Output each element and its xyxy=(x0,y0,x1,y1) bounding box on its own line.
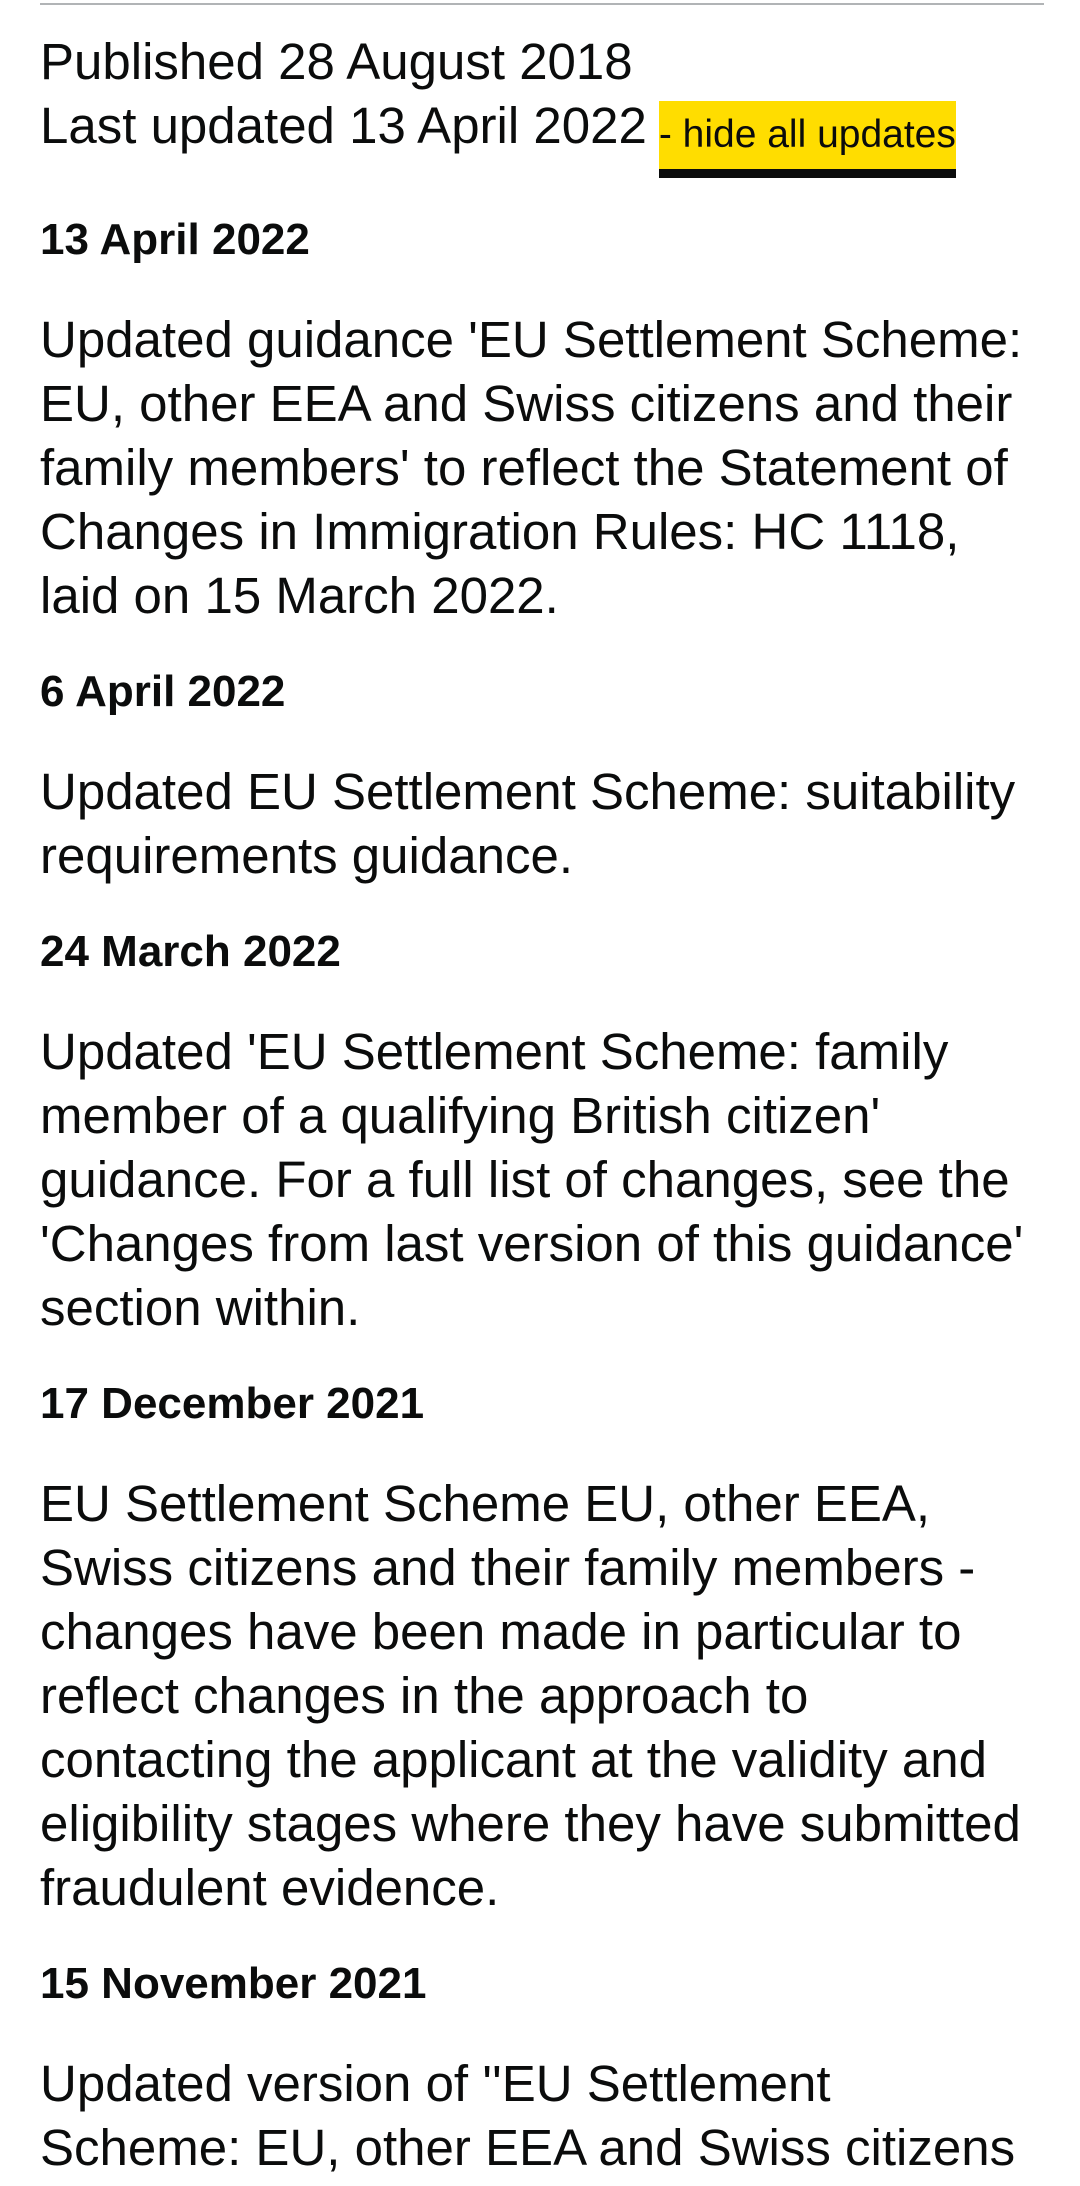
hide-all-updates-link[interactable]: - hide all updates xyxy=(659,101,956,178)
update-item xyxy=(40,660,1044,888)
update-date: 13 April 2022 xyxy=(40,215,310,264)
update-item xyxy=(40,1952,1044,2180)
update-description: Updated EU Settlement Scheme: suitability requirements guidance. xyxy=(40,763,1016,884)
update-date: 24 March 2022 xyxy=(40,927,341,976)
update-item xyxy=(40,920,1044,1340)
update-description: Updated guidance 'EU Settlement Scheme: EU, other EEA and Swiss citizens and their family members' to reflect the Statement of Changes in Immigration Rules: HC 1118, laid on 15 March 2022. xyxy=(40,311,1023,624)
top-divider xyxy=(40,3,1044,5)
update-date: 15 November 2021 xyxy=(40,1959,427,2008)
update-item xyxy=(40,208,1044,628)
update-description: EU Settlement Scheme EU, other EEA, Swiss citizens and their family members - changes have been made in particular to reflect changes in the approach to contacting the applicant at the validity and eligibility stages where they have submitted fraudulent evidence. xyxy=(40,1475,1021,1916)
update-date: 17 December 2021 xyxy=(40,1379,425,1428)
published-date: Published 28 August 2018 xyxy=(40,33,633,90)
last-updated-date: Last updated 13 April 2022 xyxy=(40,97,647,154)
last-updated-line xyxy=(40,94,1044,174)
update-item xyxy=(40,1372,1044,1920)
update-description: Updated 'EU Settlement Scheme: family member of a qualifying British citizen' guidance. For a full list of changes, see the 'Changes from last version of this guidance' section within. xyxy=(40,1023,1024,1336)
update-date: 6 April 2022 xyxy=(40,667,286,716)
publication-metadata xyxy=(40,30,1044,174)
update-description: Updated version of ''EU Settlement Scheme: EU, other EEA and Swiss citizens xyxy=(40,2055,1016,2176)
update-history-list xyxy=(40,208,1044,2186)
